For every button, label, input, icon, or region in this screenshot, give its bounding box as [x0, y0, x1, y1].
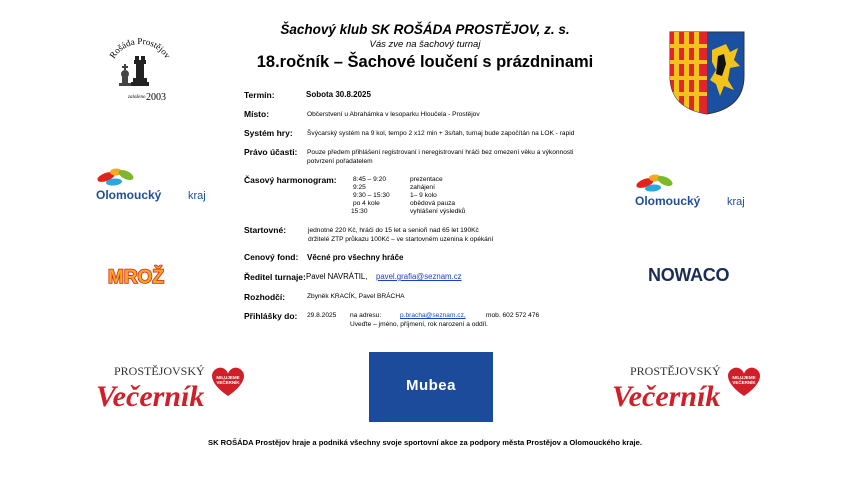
svg-text:Olomoucký: Olomoucký [96, 188, 162, 202]
svg-text:kraj: kraj [188, 190, 206, 202]
eligibility-line1: Pouze předem přihlášení registrovaní i neregistrovaní hráči bez omezení věku a výkonnosti [307, 149, 574, 156]
fee-label: Startovné: [244, 225, 287, 235]
place-label: Místo: [244, 109, 270, 119]
system-label: Systém hry: [244, 128, 293, 138]
eligibility-line2: potvrzení pořadatelem [307, 158, 373, 165]
mroz-logo [104, 262, 184, 290]
fee-line1: jednotné 220 Kč, hráči do 15 let a senioři nad 65 let 190Kč [308, 227, 479, 234]
schedule-event-3: obědová pauza [410, 200, 456, 207]
director-email-link[interactable]: pavel.grafia@seznam.cz [376, 272, 462, 281]
schedule-event-0: prezentace [410, 176, 443, 183]
term-label: Termín: [244, 90, 275, 100]
vecernik-logo-left [92, 362, 252, 418]
svg-text:VEČERNÍK: VEČERNÍK [732, 380, 756, 385]
registration-address-label: na adresu: [350, 312, 382, 319]
schedule-event-2: 1– 9 kolo [410, 192, 437, 199]
svg-text:kraj: kraj [727, 196, 745, 208]
mubea-logo-text: Mubea [405, 377, 456, 394]
registration-email-link[interactable]: p.bracha@seznam.cz, [400, 312, 466, 319]
club-name: Šachový klub SK ROŠÁDA PROSTĚJOV, z. s. [280, 22, 570, 37]
place-value: Občerstvení u Abrahámka v lesoparku Hloučela - Prostějov [307, 111, 480, 118]
svg-text:Večerník: Večerník [612, 380, 721, 413]
club-logo-text: Rošáda Prostějov [107, 35, 173, 61]
footer-support-text: SK ROŠÁDA Prostějov hraje a podniká všechny svoje sportovní akce za podpory města Prostějov a Olomouckého kraje. [208, 438, 642, 447]
flower-icon [96, 168, 135, 186]
svg-text:PROSTĚJOVSKÝ: PROSTĚJOVSKÝ [114, 364, 205, 378]
registration-date: 29.8.2025 [307, 312, 337, 319]
schedule-event-4: vyhlášení výsledků [410, 208, 466, 215]
director-label: Ředitel turnaje: [244, 272, 306, 282]
term-value: Sobota 30.8.2025 [306, 90, 371, 99]
prize-label: Cenový fond: [244, 252, 299, 262]
svg-text:MILUJEME: MILUJEME [732, 375, 756, 380]
schedule-event-1: zahájení [410, 184, 435, 191]
eligibility-label: Právo účasti: [244, 147, 298, 157]
mubea-logo [369, 352, 493, 422]
club-founded-year: 2003 [146, 92, 166, 103]
fee-line2: držitelé ZTP průkazu 100Kč – ve startovném uzenina k opékání [308, 236, 494, 243]
schedule-time-2: 9:30 – 15:30 [353, 192, 390, 199]
schedule-time-0: 8:45 – 9:20 [353, 176, 386, 183]
svg-text:MILUJEME: MILUJEME [216, 375, 240, 380]
chess-rook-icon [131, 56, 149, 86]
svg-text:Olomoucký: Olomoucký [635, 194, 701, 208]
svg-text:Večerník: Večerník [96, 380, 205, 413]
heart-icon [212, 368, 244, 396]
event-title: 18.ročník – Šachové loučení s prázdninami [256, 53, 594, 71]
registration-note: Uveďte – jméno, příjmení, rok narození a oddíl. [350, 321, 488, 328]
nowaco-logo: NOWACO [648, 265, 730, 285]
vecernik-logo-right [608, 362, 768, 418]
arbiters-value: Zbyněk KRACÍK, Pavel BRÁCHA [307, 293, 405, 300]
schedule-label: Časový harmonogram: [244, 175, 337, 185]
club-logo [100, 30, 180, 110]
prize-value: Věcné pro všechny hráče [307, 253, 404, 262]
svg-text:VEČERNÍK: VEČERNÍK [216, 380, 240, 385]
heart-icon [728, 368, 760, 396]
olomoucky-kraj-logo-left [88, 167, 218, 209]
olomoucky-kraj-logo-right [627, 173, 757, 215]
invite-line: Vás zve na šachový turnaj [369, 39, 481, 50]
arbiters-label: Rozhodčí: [244, 292, 286, 302]
system-value: Švýcarský systém na 9 kol, tempo 2 x12 min + 3s/tah, turnaj bude započítán na LOK - rapid [307, 130, 575, 137]
registration-label: Přihlášky do: [244, 311, 298, 321]
registration-phone: mob. 602 572 476 [486, 312, 540, 319]
coat-of-arms [668, 30, 746, 116]
schedule-time-1: 9:25 [353, 184, 366, 191]
club-founded-label: založeno [128, 95, 146, 100]
chess-king-icon [119, 64, 131, 86]
schedule-time-4: 15:30 [351, 208, 368, 215]
schedule-time-3: po 4 kole [353, 200, 380, 207]
director-name: Pavel NAVRÁTIL, [306, 272, 368, 281]
flower-icon [635, 174, 674, 192]
svg-text:MROŽ: MROŽ [108, 267, 164, 288]
svg-text:PROSTĚJOVSKÝ: PROSTĚJOVSKÝ [630, 364, 721, 378]
